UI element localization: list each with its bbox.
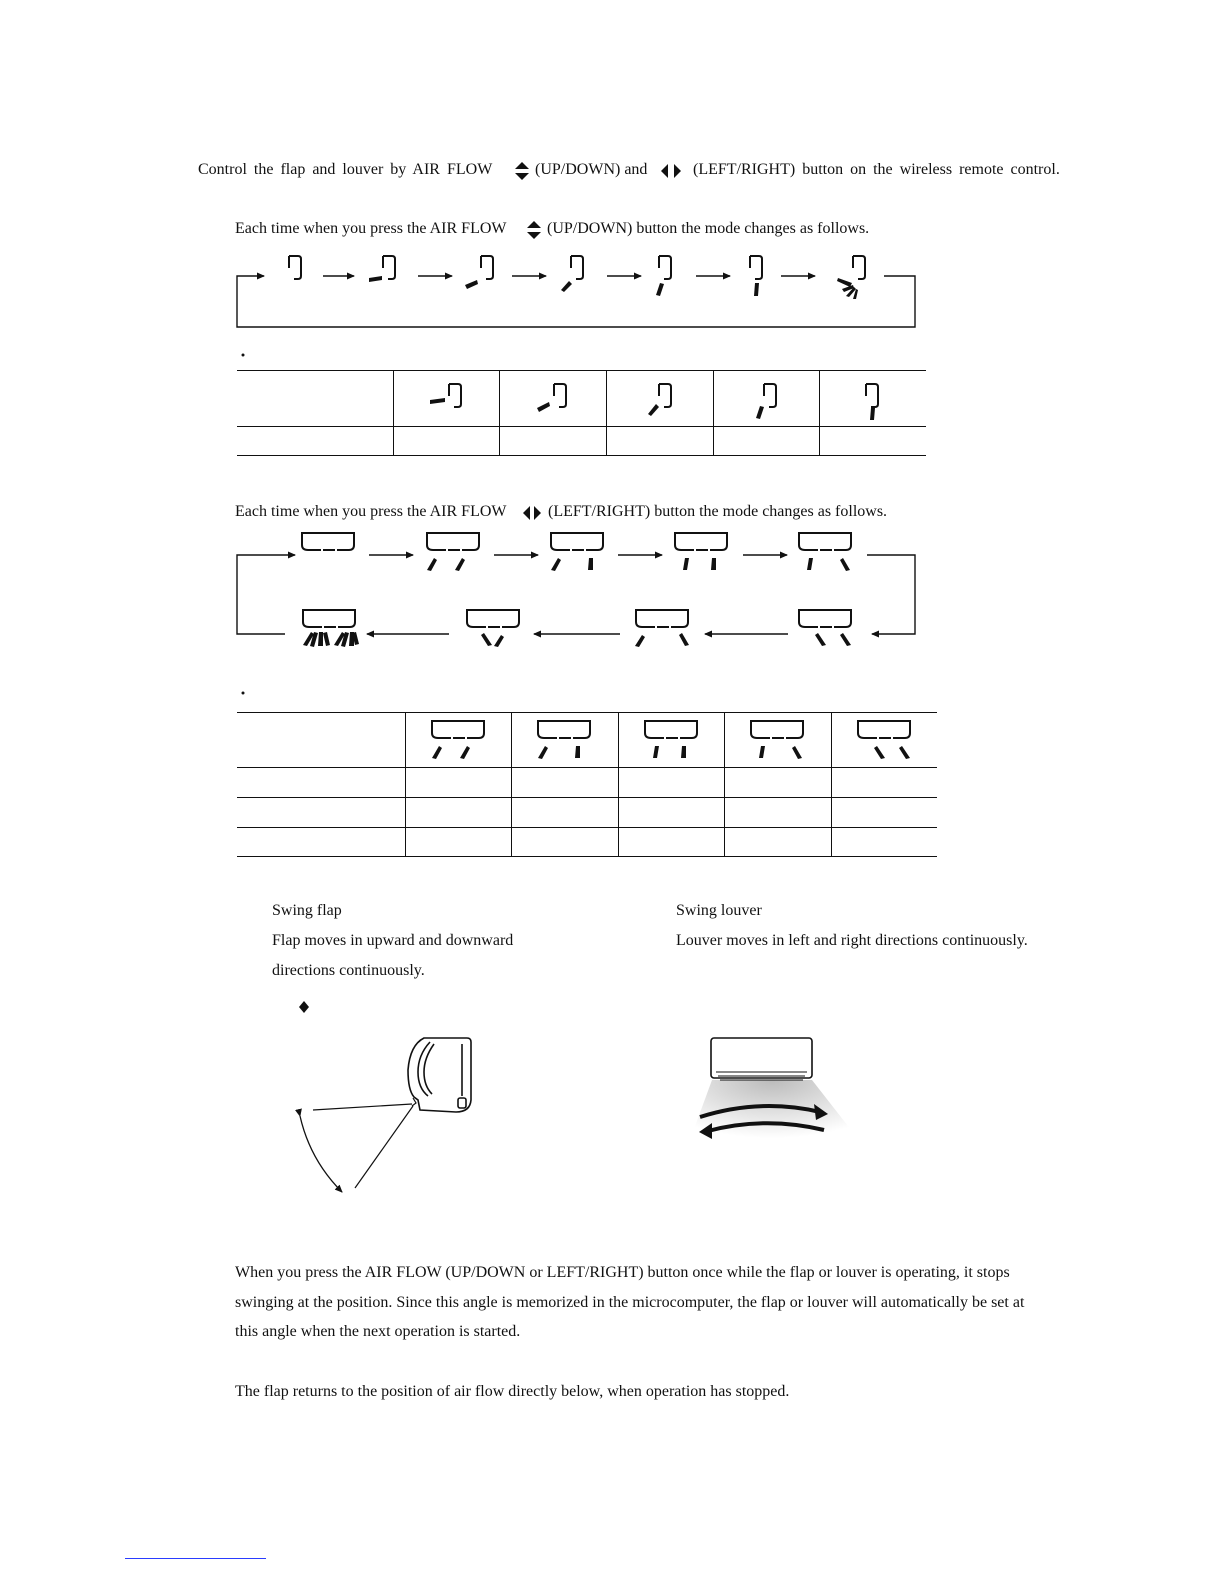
- leftright-table-icons: [432, 721, 910, 759]
- updown-table: [237, 370, 926, 456]
- updown-table-icons: [430, 384, 878, 420]
- swing-flap-title: Swing flap: [272, 902, 342, 919]
- intro-text-2: (UP/DOWN) and: [535, 161, 648, 178]
- memo-line-1: When you press the AIR FLOW (UP/DOWN or LEFT/RIGHT) button once while the flap or louver is operating, it stops: [235, 1264, 1010, 1281]
- memo-line-3: this angle when the next operation is started.: [235, 1323, 521, 1340]
- leftright-caption-a: Each time when you press the AIR FLOW: [235, 503, 507, 520]
- swing-flap-desc-1: Flap moves in upward and downward: [272, 932, 514, 949]
- leftright-icons: [302, 533, 851, 647]
- intro-text-3: (LEFT/RIGHT) button on the wireless remote control.: [693, 161, 1060, 178]
- stop-note: The flap returns to the position of air flow directly below, when operation has stopped.: [235, 1383, 790, 1400]
- diamond-bullet-icon: [299, 1001, 309, 1013]
- leftright-flow: [237, 555, 915, 634]
- swing-louver-title: Swing louver: [676, 902, 762, 919]
- updown-icons: [289, 256, 865, 299]
- updown-caption-a: Each time when you press the AIR FLOW: [235, 220, 507, 237]
- swing-flap-desc-2: directions continuously.: [272, 962, 425, 979]
- intro-text-1: Control the flap and louver by AIR FLOW: [198, 161, 493, 178]
- leftright-table: [237, 712, 937, 857]
- swing-flap-illustration: [300, 1038, 471, 1192]
- memo-line-2: swinging at the position. Since this angle is memorized in the microcomputer, the flap or louver will automatically be set at: [235, 1294, 1025, 1311]
- updown-flow: [237, 276, 915, 327]
- leftright-caption-b: (LEFT/RIGHT) button the mode changes as follows.: [548, 503, 888, 520]
- updown-caption-b: (UP/DOWN) button the mode changes as follows.: [547, 220, 870, 237]
- swing-louver-desc: Louver moves in left and right directions continuously.: [676, 932, 1028, 949]
- swing-louver-illustration: [690, 1038, 855, 1153]
